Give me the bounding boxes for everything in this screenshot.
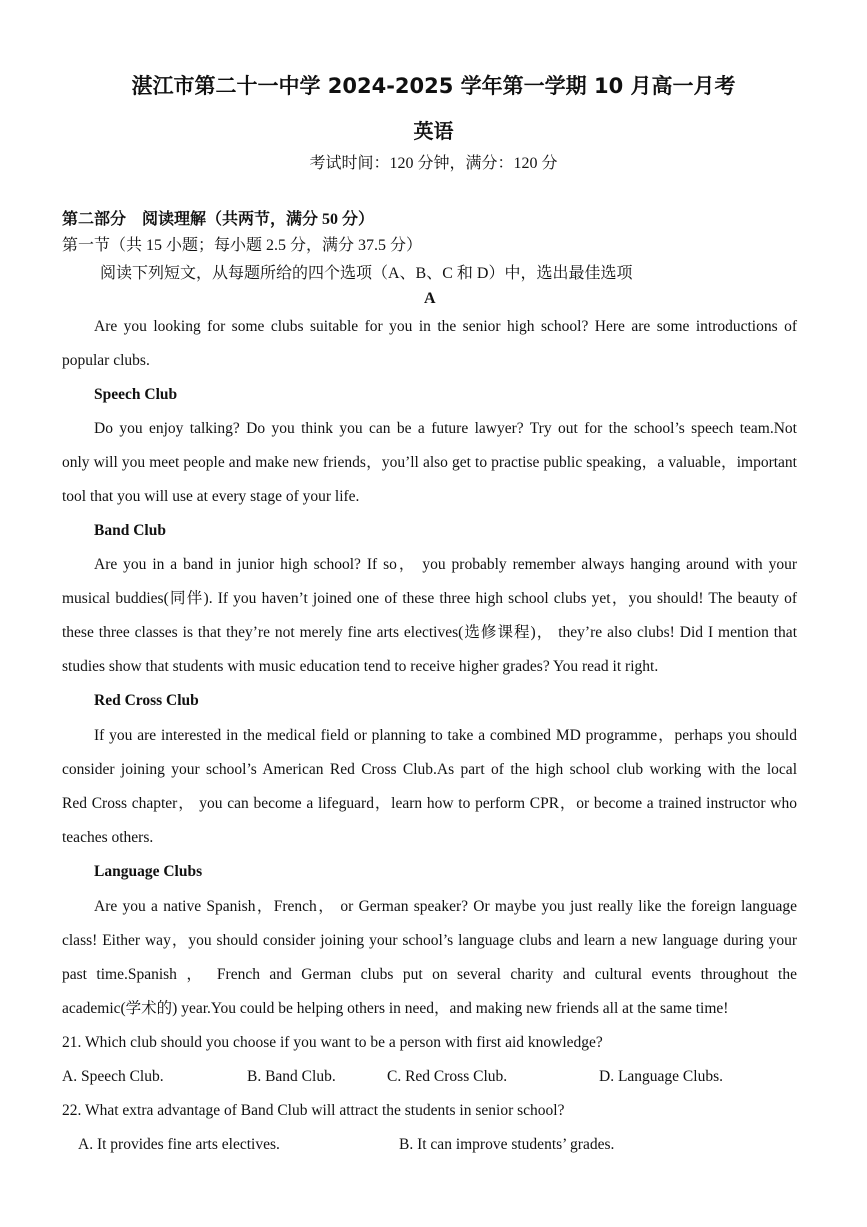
instruction: 阅读下列短文，从每题所给的四个选项（A、B、C 和 D）中，选出最佳选项 — [100, 265, 633, 282]
paragraph-line: Do you enjoy talking? Do you think you can be a future lawyer? Try out for the school’s speech team.Not — [94, 420, 797, 437]
paragraph-line: only will you meet people and make new friends，you’ll also get to practise public speaking，a valuable，important — [62, 454, 797, 471]
paragraph-line: Are you in a band in junior high school? If so， you probably remember always hanging around with your — [94, 556, 797, 573]
question-21-option-b: B. Band Club. — [247, 1068, 336, 1085]
club-heading-language: Language Clubs — [94, 863, 203, 880]
paragraph-line: consider joining your school’s American Red Cross Club.As part of the high school club working with the local — [62, 761, 797, 778]
passage-label: A — [424, 290, 436, 307]
question-21-stem: 21. Which club should you choose if you want to be a person with first aid knowledge? — [62, 1034, 603, 1051]
section-heading: 第一节（共 15 小题；每小题 2.5 分，满分 37.5 分） — [62, 237, 423, 254]
paragraph-line: studies show that students with music education tend to receive higher grades? You read it right. — [62, 658, 659, 675]
paragraph-line: Are you a native Spanish，French， or German speaker? Or maybe you just really like the foreign language — [94, 898, 797, 915]
paragraph-line: past time.Spanish ， French and German clubs put on several charity and cultural events throughout the — [62, 966, 797, 983]
part-heading: 第二部分 阅读理解（共两节，满分 50 分） — [62, 211, 375, 228]
club-heading-band: Band Club — [94, 522, 166, 539]
subject-title: 英语 — [413, 119, 454, 143]
paragraph-line: these three classes is that they’re not merely fine arts electives(选修课程)， they’re also clubs! Did I mention that — [62, 624, 797, 641]
question-22-option-a: A. It provides fine arts electives. — [78, 1136, 280, 1153]
paragraph-line: teaches others. — [62, 829, 154, 846]
club-heading-speech: Speech Club — [94, 386, 178, 403]
question-22-option-b: B. It can improve students’ grades. — [399, 1136, 615, 1153]
paragraph-line: class! Either way，you should consider joining your school’s language clubs and learn a new language during your — [62, 932, 797, 949]
club-heading-red-cross: Red Cross Club — [94, 692, 199, 709]
paragraph-line: musical buddies(同伴). If you haven’t joined one of these three high school clubs yet，you should! The beauty of — [62, 590, 797, 607]
exam-title: 湛江市第二十一中学 2024-2025 学年第一学期 10 月高一月考 — [131, 74, 736, 98]
question-21-option-d: D. Language Clubs. — [599, 1068, 723, 1085]
paragraph-line: If you are interested in the medical field or planning to take a combined MD programme，perhaps you should — [94, 727, 797, 744]
question-22-stem: 22. What extra advantage of Band Club will attract the students in senior school? — [62, 1102, 565, 1119]
paragraph-line: academic(学术的) year.You could be helping others in need，and making new friends all at the same time! — [62, 1000, 729, 1017]
question-21-option-a: A. Speech Club. — [62, 1068, 164, 1085]
passage-intro-line: Are you looking for some clubs suitable for you in the senior high school? Here are some introductions of — [94, 318, 797, 335]
paragraph-line: tool that you will use at every stage of your life. — [62, 488, 360, 505]
exam-info: 考试时间：120 分钟，满分：120 分 — [309, 155, 558, 172]
question-21-option-c: C. Red Cross Club. — [387, 1068, 508, 1085]
paragraph-line: Red Cross chapter， you can become a lifeguard，learn how to perform CPR，or become a trained instructor who — [62, 795, 797, 812]
passage-intro-line: popular clubs. — [62, 352, 150, 369]
